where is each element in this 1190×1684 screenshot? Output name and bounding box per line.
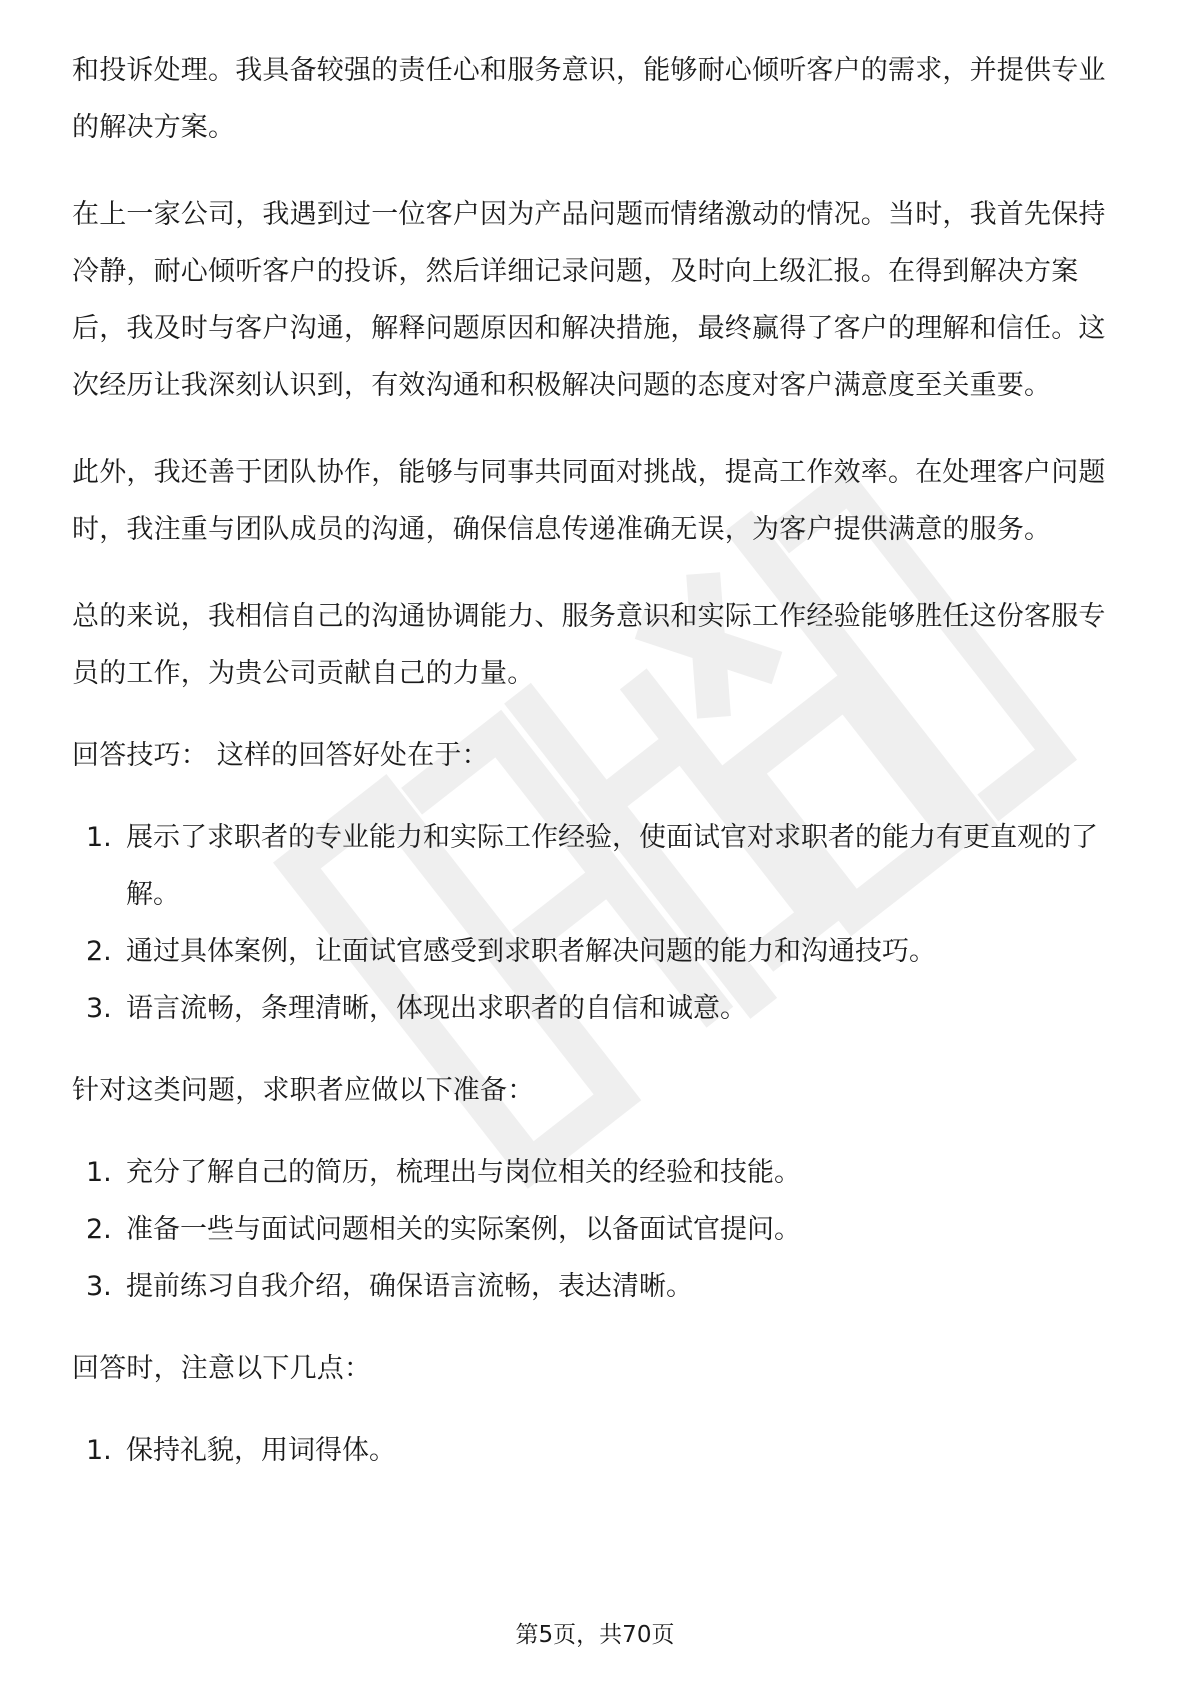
notes-heading: 回答时，注意以下几点：: [72, 1353, 372, 1384]
list-number: 2.: [86, 1214, 112, 1245]
notes-list: [72, 1422, 1122, 1479]
list-number: 3.: [86, 993, 112, 1024]
list-number: 1.: [86, 822, 112, 853]
prep-list: [72, 1144, 1122, 1315]
list-item: [72, 1144, 1122, 1201]
list-text: 通过具体案例，让面试官感受到求职者解决问题的能力和沟通技巧。: [126, 936, 936, 967]
list-item: [72, 923, 1122, 980]
paragraph-case-story: 在上一家公司，我遇到过一位客户因为产品问题而情绪激动的情况。当时，我首先保持冷静，耐心倾听客户的投诉，然后详细记录问题，及时向上级汇报。在得到解决方案后，我及时与客户沟通，解释问题原因和解决措施，最终赢得了客户的理解和信任。这次经历让我深刻认识到，有效沟通和积极解决问题的态度对客户满意度至关重要。: [72, 199, 1106, 401]
paragraph-summary: 总的来说，我相信自己的沟通协调能力、服务意识和实际工作经验能够胜任这份客服专员的工作，为贵公司贡献自己的力量。: [72, 601, 1106, 689]
paragraph-intro-continued: 和投诉处理。我具备较强的责任心和服务意识，能够耐心倾听客户的需求，并提供专业的解决方案。: [72, 55, 1106, 143]
list-number: 3.: [86, 1271, 112, 1302]
paragraph-teamwork: 此外，我还善于团队协作，能够与同事共同面对挑战，提高工作效率。在处理客户问题时，我注重与团队成员的沟通，确保信息传递准确无误，为客户提供满意的服务。: [72, 457, 1106, 545]
prep-heading: 针对这类问题，求职者应做以下准备：: [72, 1075, 535, 1106]
list-item: [72, 1201, 1122, 1258]
list-text: 准备一些与面试问题相关的实际案例，以备面试官提问。: [126, 1214, 801, 1245]
list-item: [72, 1258, 1122, 1315]
tips-heading: 回答技巧： 这样的回答好处在于：: [72, 740, 489, 771]
list-number: 1.: [86, 1157, 112, 1188]
list-item: [72, 980, 1122, 1037]
list-item: [72, 809, 1122, 923]
list-number: 1.: [86, 1435, 112, 1466]
list-text: 充分了解自己的简历，梳理出与岗位相关的经验和技能。: [126, 1157, 801, 1188]
list-number: 2.: [86, 936, 112, 967]
tips-list: [72, 809, 1122, 1037]
page-footer: 第5页，共70页: [515, 1622, 675, 1648]
list-text: 保持礼貌，用词得体。: [126, 1435, 396, 1466]
list-text: 提前练习自我介绍，确保语言流畅，表达清晰。: [126, 1271, 693, 1302]
list-item: [72, 1422, 1122, 1479]
document-page: [72, 42, 1122, 1479]
list-text: 展示了求职者的专业能力和实际工作经验，使面试官对求职者的能力有更直观的了解。: [126, 822, 1098, 910]
list-text: 语言流畅，条理清晰，体现出求职者的自信和诚意。: [126, 993, 747, 1024]
